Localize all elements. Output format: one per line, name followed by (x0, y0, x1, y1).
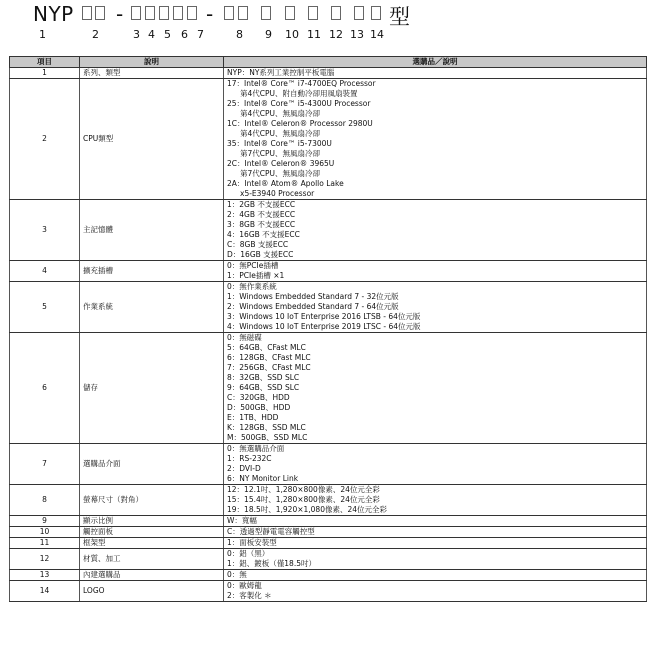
option-line: D：16GB 支援ECC (227, 250, 294, 259)
row-desc: 螢幕尺寸（對角） (80, 485, 224, 516)
option-line: 0：無PCIe插槽 (227, 261, 279, 270)
code-box-6 (173, 6, 183, 20)
row-options (224, 333, 647, 444)
option-line: C：透過型靜電電容觸控型 (227, 527, 315, 536)
option-line: 0：歐姆龍 (227, 581, 262, 590)
table-row (10, 200, 647, 261)
row-item: 13 (10, 570, 80, 581)
row-desc: 框架型 (80, 538, 224, 549)
model-code-header (0, 0, 650, 58)
position-number: 13 (350, 28, 364, 41)
row-item: 6 (10, 333, 80, 444)
position-number: 4 (148, 28, 155, 41)
position-number: 1 (39, 28, 46, 41)
option-line: 15：15.4吋、1,280×800像素、24位元全彩 (227, 495, 380, 504)
row-item: 1 (10, 68, 80, 79)
row-item: 11 (10, 538, 80, 549)
code-box-9 (238, 6, 248, 20)
code-box-11 (285, 6, 295, 20)
option-line: D：500GB、HDD (227, 403, 291, 412)
row-item: 9 (10, 516, 80, 527)
row-desc: 內建選購品 (80, 570, 224, 581)
option-line: 0：鋁（黑） (227, 549, 270, 558)
row-desc: 儲存 (80, 333, 224, 444)
option-line: 8：32GB、SSD SLC (227, 373, 300, 382)
row-options (224, 549, 647, 570)
option-line: 1C：Intel® Celeron® Processor 2980U (227, 119, 373, 128)
table-row (10, 485, 647, 516)
table-row (10, 527, 647, 538)
code-box-13 (331, 6, 341, 20)
position-number: 8 (236, 28, 243, 41)
table-row (10, 570, 647, 581)
option-line: 第4代CPU、附自動冷卻用風扇裝置 (240, 89, 358, 98)
option-line: NYP：NY系列工業控制平板電腦 (227, 68, 335, 77)
code-box-5 (159, 6, 169, 20)
row-desc: 顯示比例 (80, 516, 224, 527)
code-box-15 (371, 6, 381, 20)
table-header-row (10, 57, 647, 68)
table-row (10, 538, 647, 549)
row-options (224, 485, 647, 516)
table-row (10, 261, 647, 282)
option-line: 9：64GB、SSD SLC (227, 383, 300, 392)
option-line: 第4代CPU、無風扇冷卻 (240, 109, 321, 118)
row-options (224, 200, 647, 261)
option-line: 6：NY Monitor Link (227, 474, 299, 483)
row-item: 2 (10, 79, 80, 200)
row-desc: 擴充插槽 (80, 261, 224, 282)
option-line: M：500GB、SSD MLC (227, 433, 308, 442)
row-options (224, 282, 647, 333)
row-item: 7 (10, 444, 80, 485)
option-line: 0：無磁碟 (227, 333, 262, 342)
option-line: 19：18.5吋、1,920×1,080像素、24位元全彩 (227, 505, 388, 514)
row-desc: 主記憶體 (80, 200, 224, 261)
option-line: 25：Intel® Core™ i5-4300U Processor (227, 99, 371, 108)
code-box-1 (82, 6, 92, 20)
header-desc: 說明 (80, 57, 224, 68)
position-number: 9 (265, 28, 272, 41)
row-item: 10 (10, 527, 80, 538)
model-prefix: NYP (33, 2, 74, 26)
option-line: 2：Windows Embedded Standard 7 - 64位元版 (227, 302, 399, 311)
option-line: E：1TB、HDD (227, 413, 279, 422)
table-row (10, 282, 647, 333)
row-desc: 選購品介面 (80, 444, 224, 485)
option-line: 1：鋁、鍍板（僅18.5吋） (227, 559, 316, 568)
option-line: 3：8GB 不支援ECC (227, 220, 296, 229)
row-desc: CPU類型 (80, 79, 224, 200)
table-row (10, 333, 647, 444)
code-box-8 (224, 6, 234, 20)
row-item: 5 (10, 282, 80, 333)
table-row (10, 581, 647, 602)
option-line: 2A：Intel® Atom® Apollo Lake (227, 179, 344, 188)
row-options (224, 79, 647, 200)
option-line: 1：PCIe插槽 ×1 (227, 271, 285, 280)
header-options: 選購品／說明 (224, 57, 647, 68)
row-item: 12 (10, 549, 80, 570)
option-line: 0：無選購品介面 (227, 444, 285, 453)
option-line: 1：面板安裝型 (227, 538, 277, 547)
row-item: 4 (10, 261, 80, 282)
option-line: 第7代CPU、無風扇冷卻 (240, 149, 321, 158)
row-options (224, 581, 647, 602)
option-line: 1：2GB 不支援ECC (227, 200, 296, 209)
header-item: 項目 (10, 57, 80, 68)
option-line: 7：256GB、CFast MLC (227, 363, 311, 372)
option-line: 2：4GB 不支援ECC (227, 210, 296, 219)
row-desc: 系列、類型 (80, 68, 224, 79)
option-line: 第4代CPU、無風扇冷卻 (240, 129, 321, 138)
row-desc: 觸控面板 (80, 527, 224, 538)
position-number: 5 (164, 28, 171, 41)
option-line: 2C：Intel® Celeron® 3965U (227, 159, 335, 168)
option-line: 17：Intel® Core™ i7-4700EQ Processor (227, 79, 376, 88)
code-box-7 (187, 6, 197, 20)
position-number: 12 (329, 28, 343, 41)
code-box-3 (131, 6, 141, 20)
spec-table (9, 56, 647, 602)
option-line: K：128GB、SSD MLC (227, 423, 306, 432)
position-number: 6 (181, 28, 188, 41)
position-number: 3 (133, 28, 140, 41)
option-line: 6：128GB、CFast MLC (227, 353, 311, 362)
table-row (10, 516, 647, 527)
option-line: C：8GB 支援ECC (227, 240, 289, 249)
option-line: 0：無作業系統 (227, 282, 277, 291)
position-number: 10 (285, 28, 299, 41)
code-box-10 (261, 6, 271, 20)
row-item: 3 (10, 200, 80, 261)
row-desc: 材質、加工 (80, 549, 224, 570)
row-options (224, 261, 647, 282)
option-line: 0：無 (227, 570, 247, 579)
row-options (224, 527, 647, 538)
row-options (224, 516, 647, 527)
row-item: 8 (10, 485, 80, 516)
table-row (10, 549, 647, 570)
code-dash-1: - (116, 2, 124, 26)
model-suffix: 型 (389, 5, 410, 29)
table-row (10, 444, 647, 485)
option-line: 1：RS-232C (227, 454, 272, 463)
position-number: 11 (307, 28, 321, 41)
table-row (10, 79, 647, 200)
row-item: 14 (10, 581, 80, 602)
row-desc: 作業系統 (80, 282, 224, 333)
option-line: W：寬幅 (227, 516, 257, 525)
option-line: 12：12.1吋、1,280×800像素、24位元全彩 (227, 485, 380, 494)
table-row (10, 68, 647, 79)
position-number: 14 (370, 28, 384, 41)
position-number: 2 (92, 28, 99, 41)
option-line: 5：64GB、CFast MLC (227, 343, 306, 352)
code-box-12 (308, 6, 318, 20)
row-options (224, 570, 647, 581)
option-line: 3：Windows 10 IoT Enterprise 2016 LTSB - 64位元版 (227, 312, 421, 321)
option-line: 第7代CPU、無風扇冷卻 (240, 169, 321, 178)
option-line: 2：DVI-D (227, 464, 261, 473)
option-line: C：320GB、HDD (227, 393, 290, 402)
row-options (224, 444, 647, 485)
option-line: 2：客製化 ＊ (227, 591, 272, 600)
row-options (224, 538, 647, 549)
code-dash-2: - (206, 2, 214, 26)
option-line: 4：Windows 10 IoT Enterprise 2019 LTSC - 64位元版 (227, 322, 421, 331)
row-desc: LOGO (80, 581, 224, 602)
code-box-4 (145, 6, 155, 20)
code-box-14 (354, 6, 364, 20)
option-line: 35：Intel® Core™ i5-7300U (227, 139, 332, 148)
option-line: 4：16GB 不支援ECC (227, 230, 300, 239)
option-line: 1：Windows Embedded Standard 7 - 32位元版 (227, 292, 399, 301)
position-number: 7 (197, 28, 204, 41)
option-line: x5-E3940 Processor (240, 189, 315, 198)
row-options (224, 68, 647, 79)
code-box-2 (95, 6, 105, 20)
